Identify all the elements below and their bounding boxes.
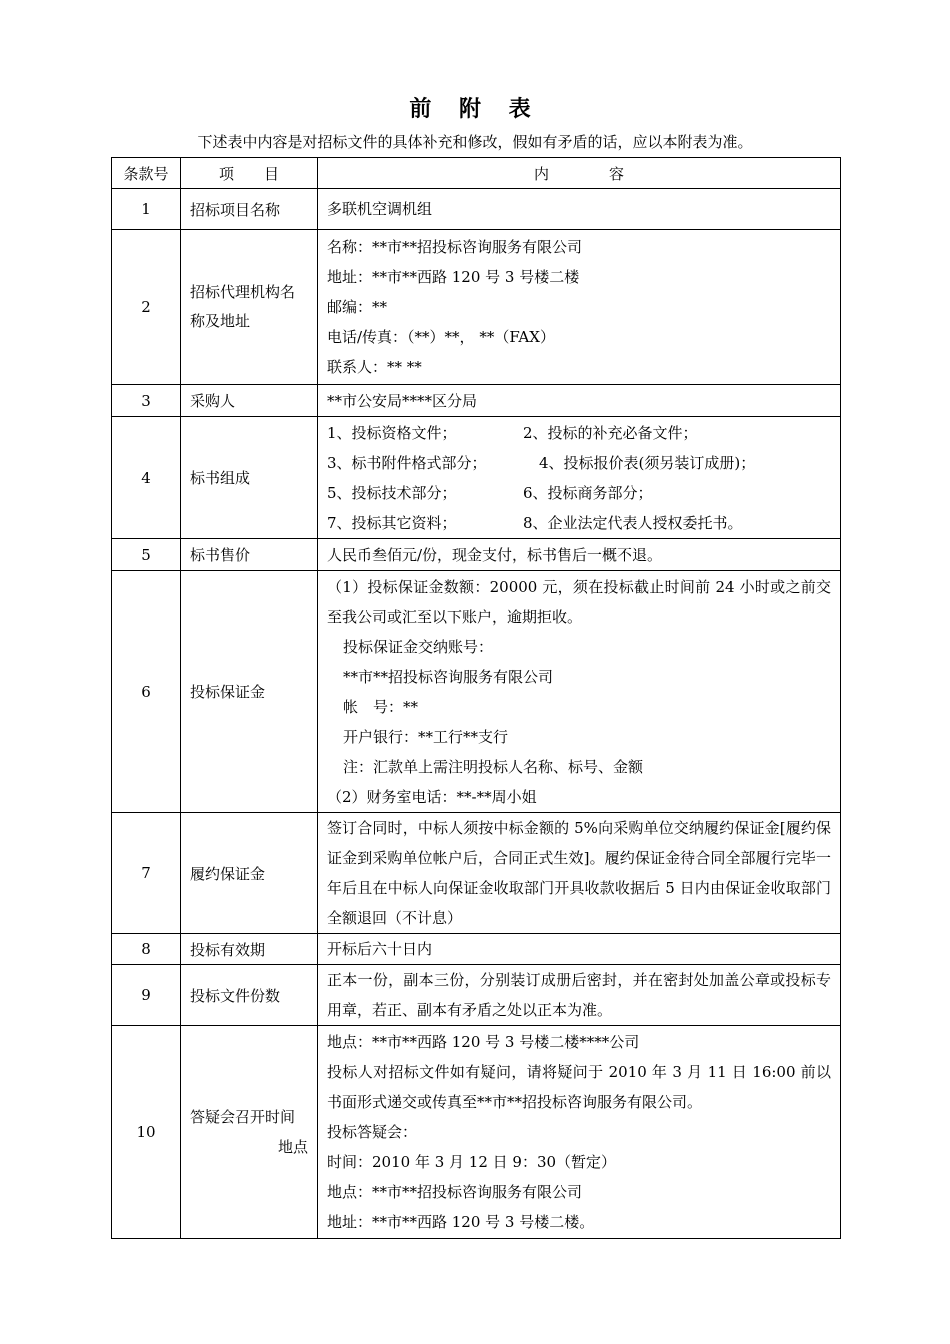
appendix-table: [111, 157, 841, 1239]
item-name: 采购人: [181, 385, 318, 417]
item-content: 多联机空调机组: [318, 189, 841, 230]
clause-number: 5: [112, 539, 181, 571]
header-content: 内 容: [318, 158, 841, 189]
intro-text: 下述表中内容是对招标文件的具体补充和修改，假如有矛盾的话，应以本附表为准。: [197, 133, 753, 151]
item-name: 标书售价: [181, 539, 318, 571]
item-name: 答疑会召开时间 地点: [181, 1026, 318, 1239]
item-name: 招标代理机构名称及地址: [181, 230, 318, 385]
item-content: **市公安局****区分局: [318, 385, 841, 417]
item-content: 签订合同时，中标人须按中标金额的 5%向采购单位交纳履约保证金[履约保证金到采购单位帐户后，合同正式生效]。履约保证金待合同全部履行完毕一年后且在中标人向保证金收取部门开具收款收据后 5 日内由保证金收取部门全额退回（不计息）: [318, 813, 841, 934]
clause-number: 6: [112, 571, 181, 813]
clause-number: 2: [112, 230, 181, 385]
item-content: 地点：**市**西路 120 号 3 号楼二楼****公司 投标人对招标文件如有疑问，请将疑问于 2010 年 3 月 11 日 16:00 前以书面形式递交或传真至**市**招投标咨询服务有限公司。 投标答疑会： 时间：2010 年 3 月 12 日 9：30（暂定） 地点：**市**招投标咨询服务有限公司 地址：**市**西路 120 号 3 号楼二楼。: [318, 1026, 841, 1239]
clause-number: 3: [112, 385, 181, 417]
item-content: （1）投标保证金数额：20000 元，须在投标截止时间前 24 小时或之前交至我公司或汇至以下账户，逾期拒收。 投标保证金交纳账号： **市**招投标咨询服务有限公司 帐 号：** 开户银行：**工行**支行 注：汇款单上需注明投标人名称、标号、金额 （2）财务室电话：**-**周小姐: [318, 571, 841, 813]
clause-number: 10: [112, 1026, 181, 1239]
item-content: 1、投标资格文件； 2、投标的补充必备文件； 3、标书附件格式部分； 4、投标报价表(须另装订成册)； 5、投标技术部分； 6、投标商务部分； 7、投标其它资料； 8、企业法定代表人授权委托书。: [318, 417, 841, 539]
item-name: 履约保证金: [181, 813, 318, 934]
item-name: 招标项目名称: [181, 189, 318, 230]
item-content: 开标后六十日内: [318, 934, 841, 965]
page-title: 前 附 表: [409, 96, 541, 122]
clause-number: 7: [112, 813, 181, 934]
clause-number: 1: [112, 189, 181, 230]
table-row: [112, 934, 841, 965]
table-row: [112, 965, 841, 1026]
clause-number: 9: [112, 965, 181, 1026]
table-row: [112, 1026, 841, 1239]
item-content: 正本一份，副本三份，分别装订成册后密封，并在密封处加盖公章或投标专用章，若正、副本有矛盾之处以正本为准。: [318, 965, 841, 1026]
table-row: [112, 571, 841, 813]
item-name: 投标文件份数: [181, 965, 318, 1026]
clause-number: 4: [112, 417, 181, 539]
item-name: 标书组成: [181, 417, 318, 539]
item-content: 人民币叁佰元/份，现金支付，标书售后一概不退。: [318, 539, 841, 571]
header-item: 项 目: [181, 158, 318, 189]
clause-number: 8: [112, 934, 181, 965]
table-row: [112, 417, 841, 539]
table-header-row: [112, 158, 841, 189]
item-name: 投标保证金: [181, 571, 318, 813]
table-row: [112, 385, 841, 417]
item-name: 投标有效期: [181, 934, 318, 965]
header-no: 条款号: [112, 158, 181, 189]
table-row: [112, 539, 841, 571]
table-row: [112, 189, 841, 230]
item-content: 名称：**市**招投标咨询服务有限公司 地址：**市**西路 120 号 3 号楼二楼 邮编：** 电话/传真：（**）**， **（FAX） 联系人：** **: [318, 230, 841, 385]
table-row: [112, 813, 841, 934]
table-row: [112, 230, 841, 385]
